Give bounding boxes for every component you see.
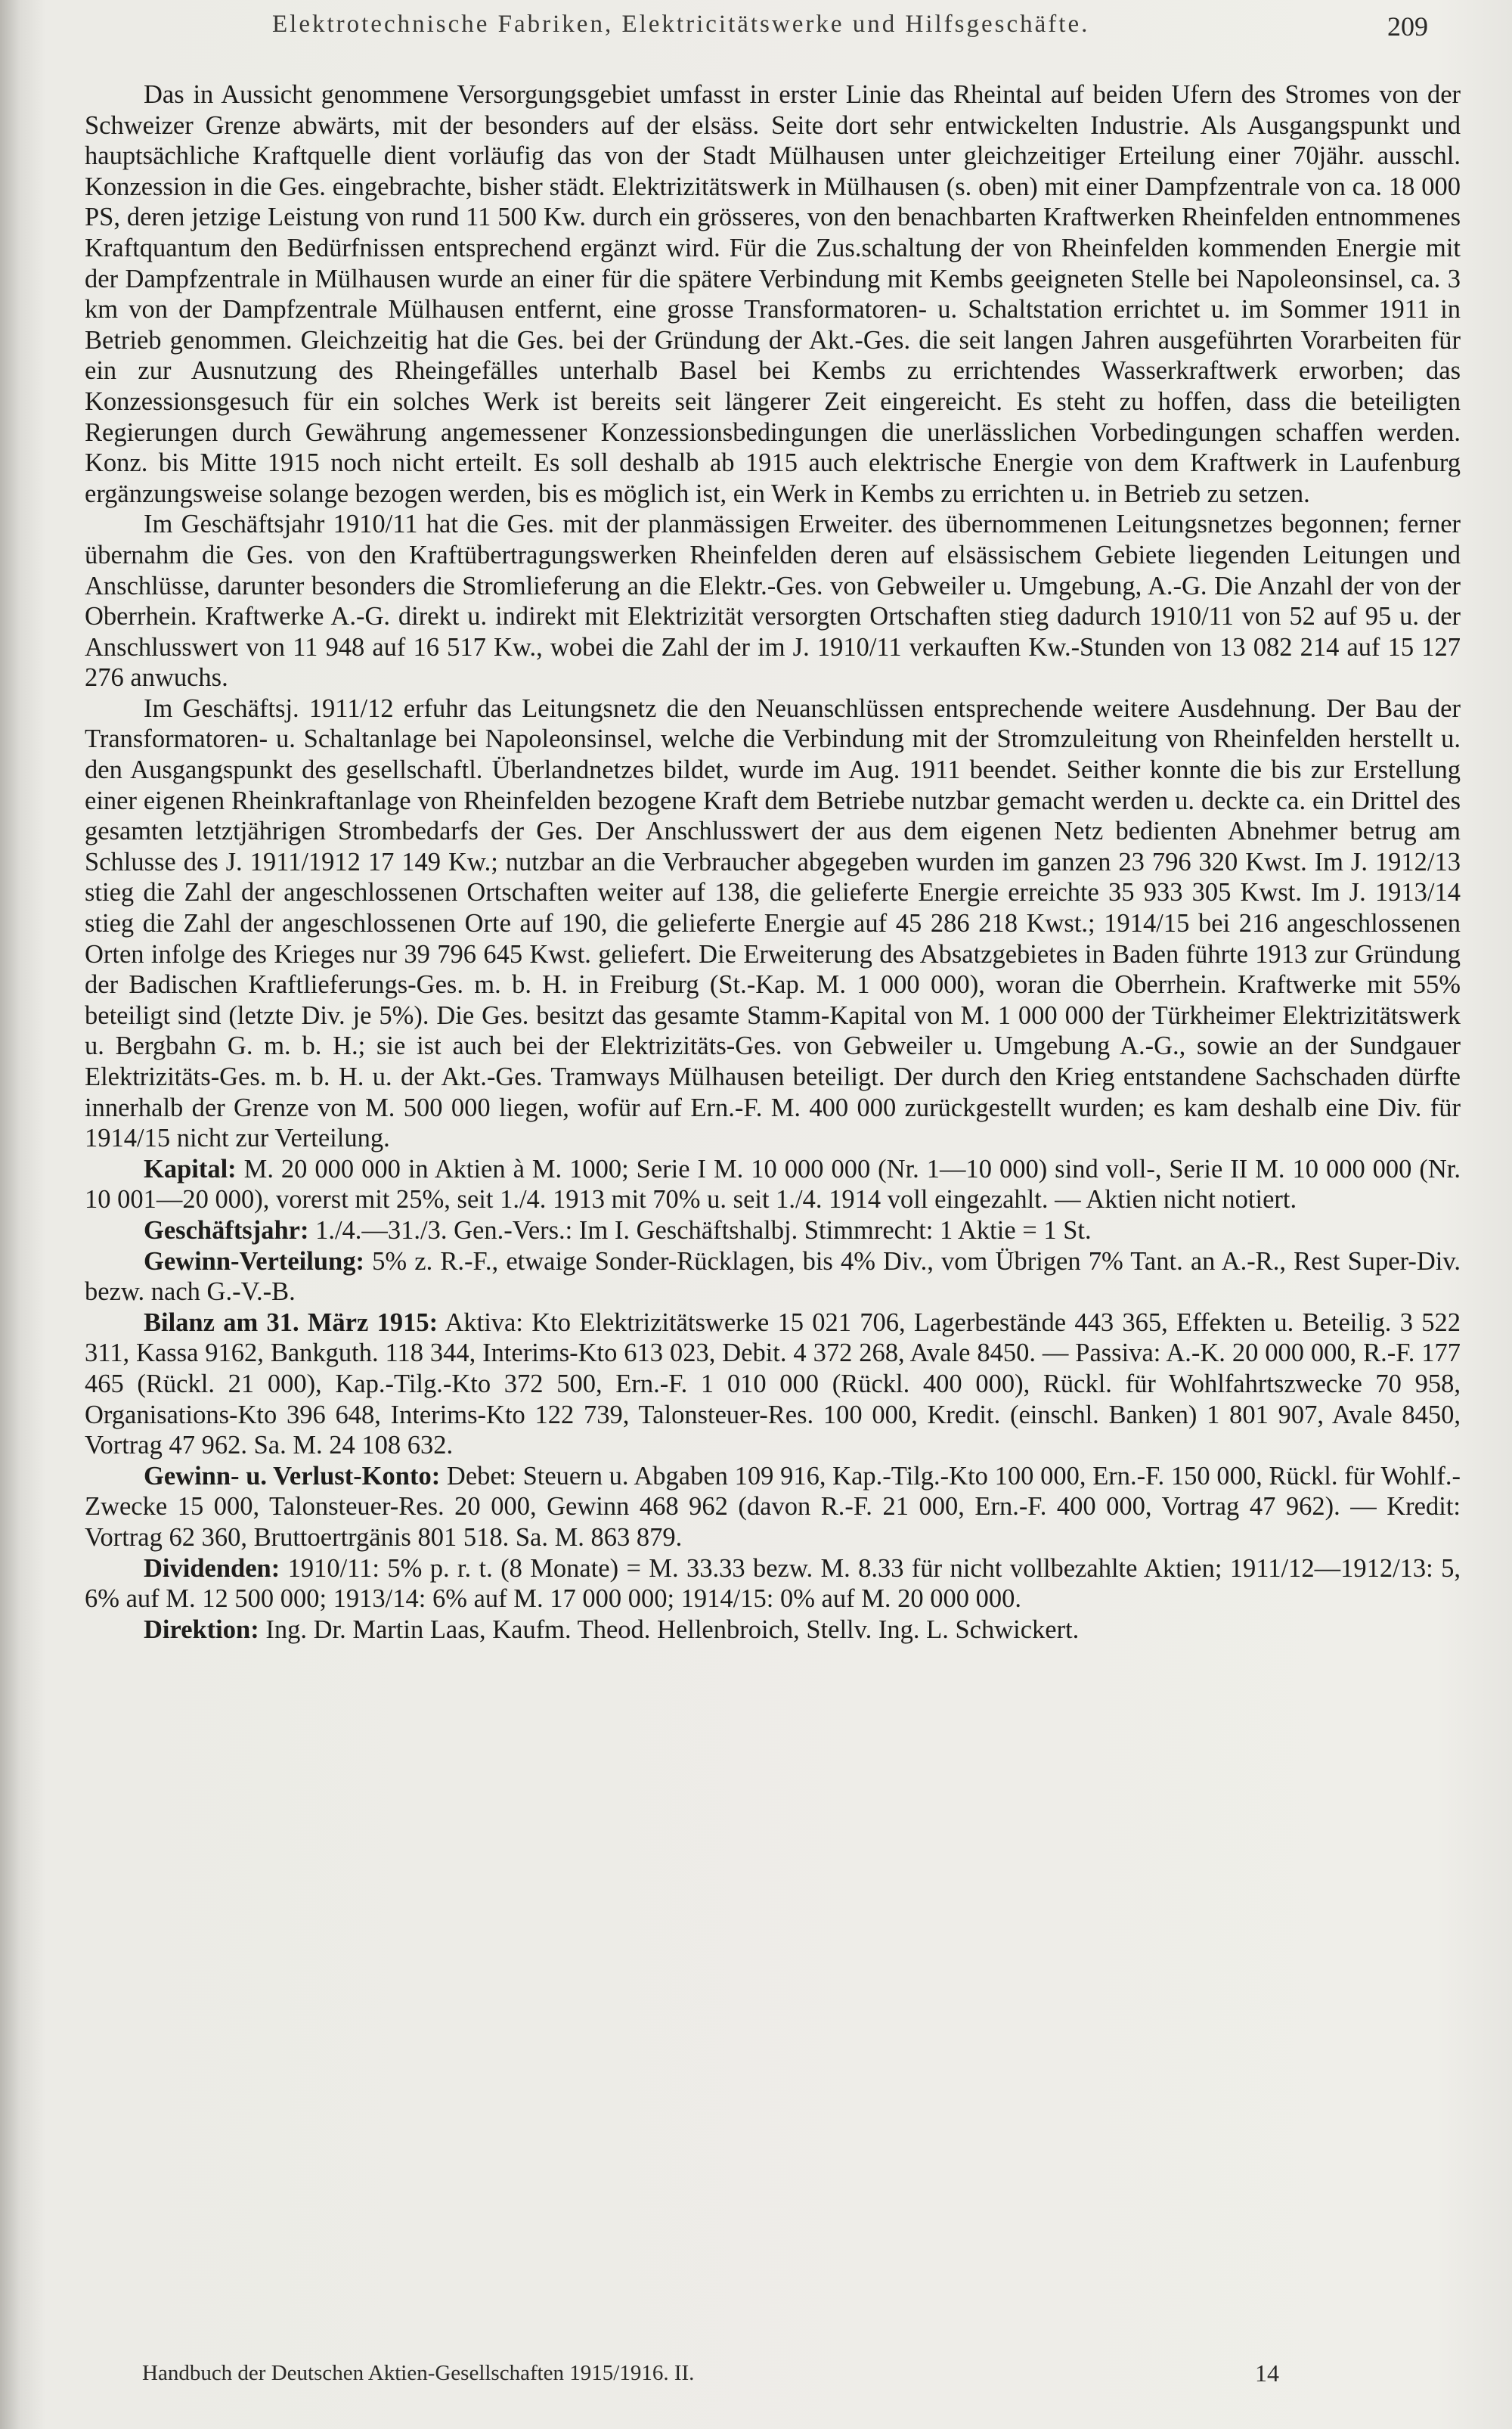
section-label: Gewinn-Verteilung: (144, 1246, 364, 1276)
paragraph-dividenden: Dividenden: 1910/11: 5% p. r. t. (8 Monate) = M. 33.33 bezw. M. 8.33 für nicht vollbezahlte Aktien; 1911/12—1912/13: 5, 6% auf M. 12 500 000; 1913/14: 6% auf M. 17 000 000; 1914/15: 0% auf M. 20 000 000. (85, 1553, 1461, 1614)
paragraph-geschaeftsjahr: Geschäftsjahr: 1./4.—31./3. Gen.-Vers.: Im I. Geschäftshalbj. Stimmrecht: 1 Aktie = 1 St. (144, 1215, 1092, 1245)
body-text (85, 79, 1461, 1645)
running-head: Elektrotechnische Fabriken, Elektricitätswerke und Hilfsgeschäfte. (272, 11, 1090, 38)
footer-title: Handbuch der Deutschen Aktien-Gesellschaften 1915/1916. II. (142, 2361, 695, 2385)
paragraph-bilanz: Bilanz am 31. März 1915: Aktiva: Kto Elektrizitätswerke 15 021 706, Lagerbestände 443 365, Effekten u. Beteilig. 3 522 311, Kassa 9162, Bankguth. 118 344, Interims-Kto 613 023, Debit. 4 372 268, Avale 8450. — Passiva: A.-K. 20 000 000, R.-F. 177 465 (Rückl. 21 000), Kap.-Tilg.-Kto 372 500, Ern.-F. 1 010 000 (Rückl. 400 000), Rückl. für Wohlfahrtszwecke 70 958, Organisations-Kto 396 648, Interims-Kto 122 739, Talonsteuer-Res. 100 000, Kredit. (einschl. Banken) 1 801 907, Avale 8450, Vortrag 47 962. Sa. M. 24 108 632. (85, 1308, 1461, 1460)
page-header (0, 6, 1512, 44)
section-label: Geschäftsjahr: (144, 1215, 309, 1245)
paragraph-geschaeftsjahr-1910-11: Im Geschäftsjahr 1910/11 hat die Ges. mit der planmässigen Erweiter. des übernommenen Leitungsnetzes begonnen; ferner übernahm die Ges. von den Kraftübertragungswerken Rheinfelden deren auf elsässischem Gebiete liegenden Leitungen und Anschlüsse, darunter besonders die Stromlieferung an die Elektr.-Ges. von Gebweiler u. Umgebung, A.-G. Die Anzahl der von der Oberrhein. Kraftwerke A.-G. direkt u. indirekt mit Elektrizität versorgten Ortschaften stieg dadurch 1910/11 von 52 auf 95 u. der Anschlusswert von 11 948 auf 16 517 Kw., wobei die Zahl der im J. 1910/11 verkauften Kw.-Stunden von 13 082 214 auf 15 127 276 anwuchs. (85, 510, 1461, 693)
section-label: Kapital: (144, 1154, 237, 1183)
paragraph-kapital: Kapital: M. 20 000 000 in Aktien à M. 1000; Serie I M. 10 000 000 (Nr. 1—10 000) sind voll-, Serie II M. 10 000 000 (Nr. 10 001—20 000), vorerst mit 25%, seit 1./4. 1913 mit 70% u. seit 1./4. 1914 voll eingezahlt. — Aktien nicht notiert. (85, 1154, 1461, 1214)
section-label: Bilanz am 31. März 1915: (144, 1308, 438, 1337)
paragraph-gewinn-verlust: Gewinn- u. Verlust-Konto: Debet: Steuern u. Abgaben 109 916, Kap.-Tilg.-Kto 100 000, Ern.-F. 150 000, Rückl. für Wohlf.-Zwecke 15 000, Talonsteuer-Res. 20 000, Gewinn 468 962 (davon R.-F. 21 000, Ern.-F. 400 000, Vortrag 47 962). — Kredit: Vortrag 62 360, Bruttoertrgänis 801 518. Sa. M. 863 879. (85, 1461, 1461, 1552)
section-label: Gewinn- u. Verlust-Konto: (144, 1461, 441, 1491)
paragraph-direktion: Direktion: Ing. Dr. Martin Laas, Kaufm. Theod. Hellenbroich, Stellv. Ing. L. Schwickert. (144, 1615, 1080, 1644)
paragraph-gewinn-verteilung: Gewinn-Verteilung: 5% z. R.-F., etwaige Sonder-Rücklagen, bis 4% Div., vom Übrigen 7% Tant. an A.-R., Rest Super-Div. bezw. nach G.-V.-B. (85, 1246, 1461, 1307)
paragraph-versorgungsgebiet: Das in Aussicht genommene Versorgungsgebiet umfasst in erster Linie das Rheintal auf beiden Ufern des Stromes von der Schweizer Grenze abwärts, mit der besonders auf der elsäss. Seite dort sehr entwickelten Industrie. Als Ausgangspunkt und hauptsächliche Kraftquelle dient vorläufig das von der Stadt Mülhausen unter gleichzeitiger Erteilung einer 70jähr. ausschl. Konzession in die Ges. eingebrachte, bisher städt. Elektrizitätswerk in Mülhausen (s. oben) mit einer Dampfzentrale von ca. 18 000 PS, deren jetzige Leistung von rund 11 500 Kw. durch ein grösseres, von den benachbarten Kraftwerken Rheinfelden entnommenes Kraftquantum den Bedürfnissen entsprechend ergänzt wird. Für die Zus.schaltung der von Rheinfelden kommenden Energie mit der Dampfzentrale in Mülhausen wurde an einer für die spätere Verbindung mit Kembs geeigneten Stelle bei Napoleonsinsel, ca. 3 km von der Dampfzentrale Mülhausen entfernt, eine grosse Transformatoren- u. Schaltstation errichtet u. im Sommer 1911 in Betrieb genommen. Gleichzeitig hat die Ges. bei der Gründung der Akt.-Ges. die seit langen Jahren ausgeführten Vorarbeiten für ein zur Ausnutzung des Rheingefälles unterhalb Basel bei Kembs zu errichtendes Wasserkraftwerk erworben; das Konzessionsgesuch für ein solches Werk ist bereits seit längerer Zeit eingereicht. Es steht zu hoffen, dass die beteiligten Regierungen durch Gewährung angemessener Konzessionsbedingungen die unerlässlichen Vorbedingungen schaffen werden. Konz. bis Mitte 1915 noch nicht erteilt. Es soll deshalb ab 1915 auch elektrische Energie von dem Kraftwerk in Laufenburg ergänzungsweise solange bezogen werden, bis es möglich ist, ein Werk in Kembs zu errichten u. in Betrieb zu setzen. (85, 80, 1461, 508)
signature-mark: 14 (1255, 2359, 1279, 2387)
paragraph-geschaeftsjahr-1911-12: Im Geschäftsj. 1911/12 erfuhr das Leitungsnetz die den Neuanschlüssen entsprechende weitere Ausdehnung. Der Bau der Transformatoren- u. Schaltanlage bei Napoleonsinsel, welche die Verbindung mit der Stromzuleitung von Rheinfelden herstellt u. den Ausgangspunkt des gesellschaftl. Überlandnetzes bildet, wurde im Aug. 1911 beendet. Seither konnte die bis zur Erstellung einer eigenen Rheinkraftanlage von Rheinfelden bezogene Kraft dem Betriebe nutzbar gemacht werden u. deckte ca. ein Drittel des gesamten letztjährigen Strombedarfs der Ges. Der Anschlusswert der aus dem eigenen Netz bedienten Abnehmer betrug am Schlusse des J. 1911/1912 17 149 Kw.; nutzbar an die Verbraucher abgegeben wurden im ganzen 23 796 320 Kwst. Im J. 1912/13 stieg die Zahl der angeschlossenen Ortschaften weiter auf 138, die gelieferte Energie erreichte 35 933 305 Kwst. Im J. 1913/14 stieg die Zahl der angeschlossenen Orte auf 190, die gelieferte Energie auf 45 286 218 Kwst.; 1914/15 bei 216 angeschlossenen Orten infolge des Krieges nur 39 796 645 Kwst. geliefert. Die Erweiterung des Absatzgebietes in Baden führte 1913 zur Gründung der Badischen Kraftlieferungs-Ges. m. b. H. in Freiburg (St.-Kap. M. 1 000 000), woran die Oberrhein. Kraftwerke mit 55% beteiligt sind (letzte Div. je 5%). Die Ges. besitzt das gesamte Stamm-Kapital von M. 1 000 000 der Türkheimer Elektrizitätswerk u. Bergbahn G. m. b. H.; sie ist auch bei der Elektrizitäts-Ges. von Gebweiler u. Umgebung A.-G., sowie an der Sundgauer Elektrizitäts-Ges. m. b. H. u. der Akt.-Ges. Tramways Mülhausen beteiligt. Der durch den Krieg entstandene Sachschaden dürfte innerhalb der Grenze von M. 500 000 liegen, wofür auf Ern.-F. M. 400 000 zurückgestellt wurden; es kam deshalb eine Div. für 1914/15 nicht zur Verteilung. (85, 693, 1461, 1153)
section-label: Direktion: (144, 1615, 259, 1644)
page-footer (0, 2358, 1512, 2393)
section-label: Dividenden: (144, 1553, 280, 1583)
page-number: 209 (1387, 11, 1428, 42)
